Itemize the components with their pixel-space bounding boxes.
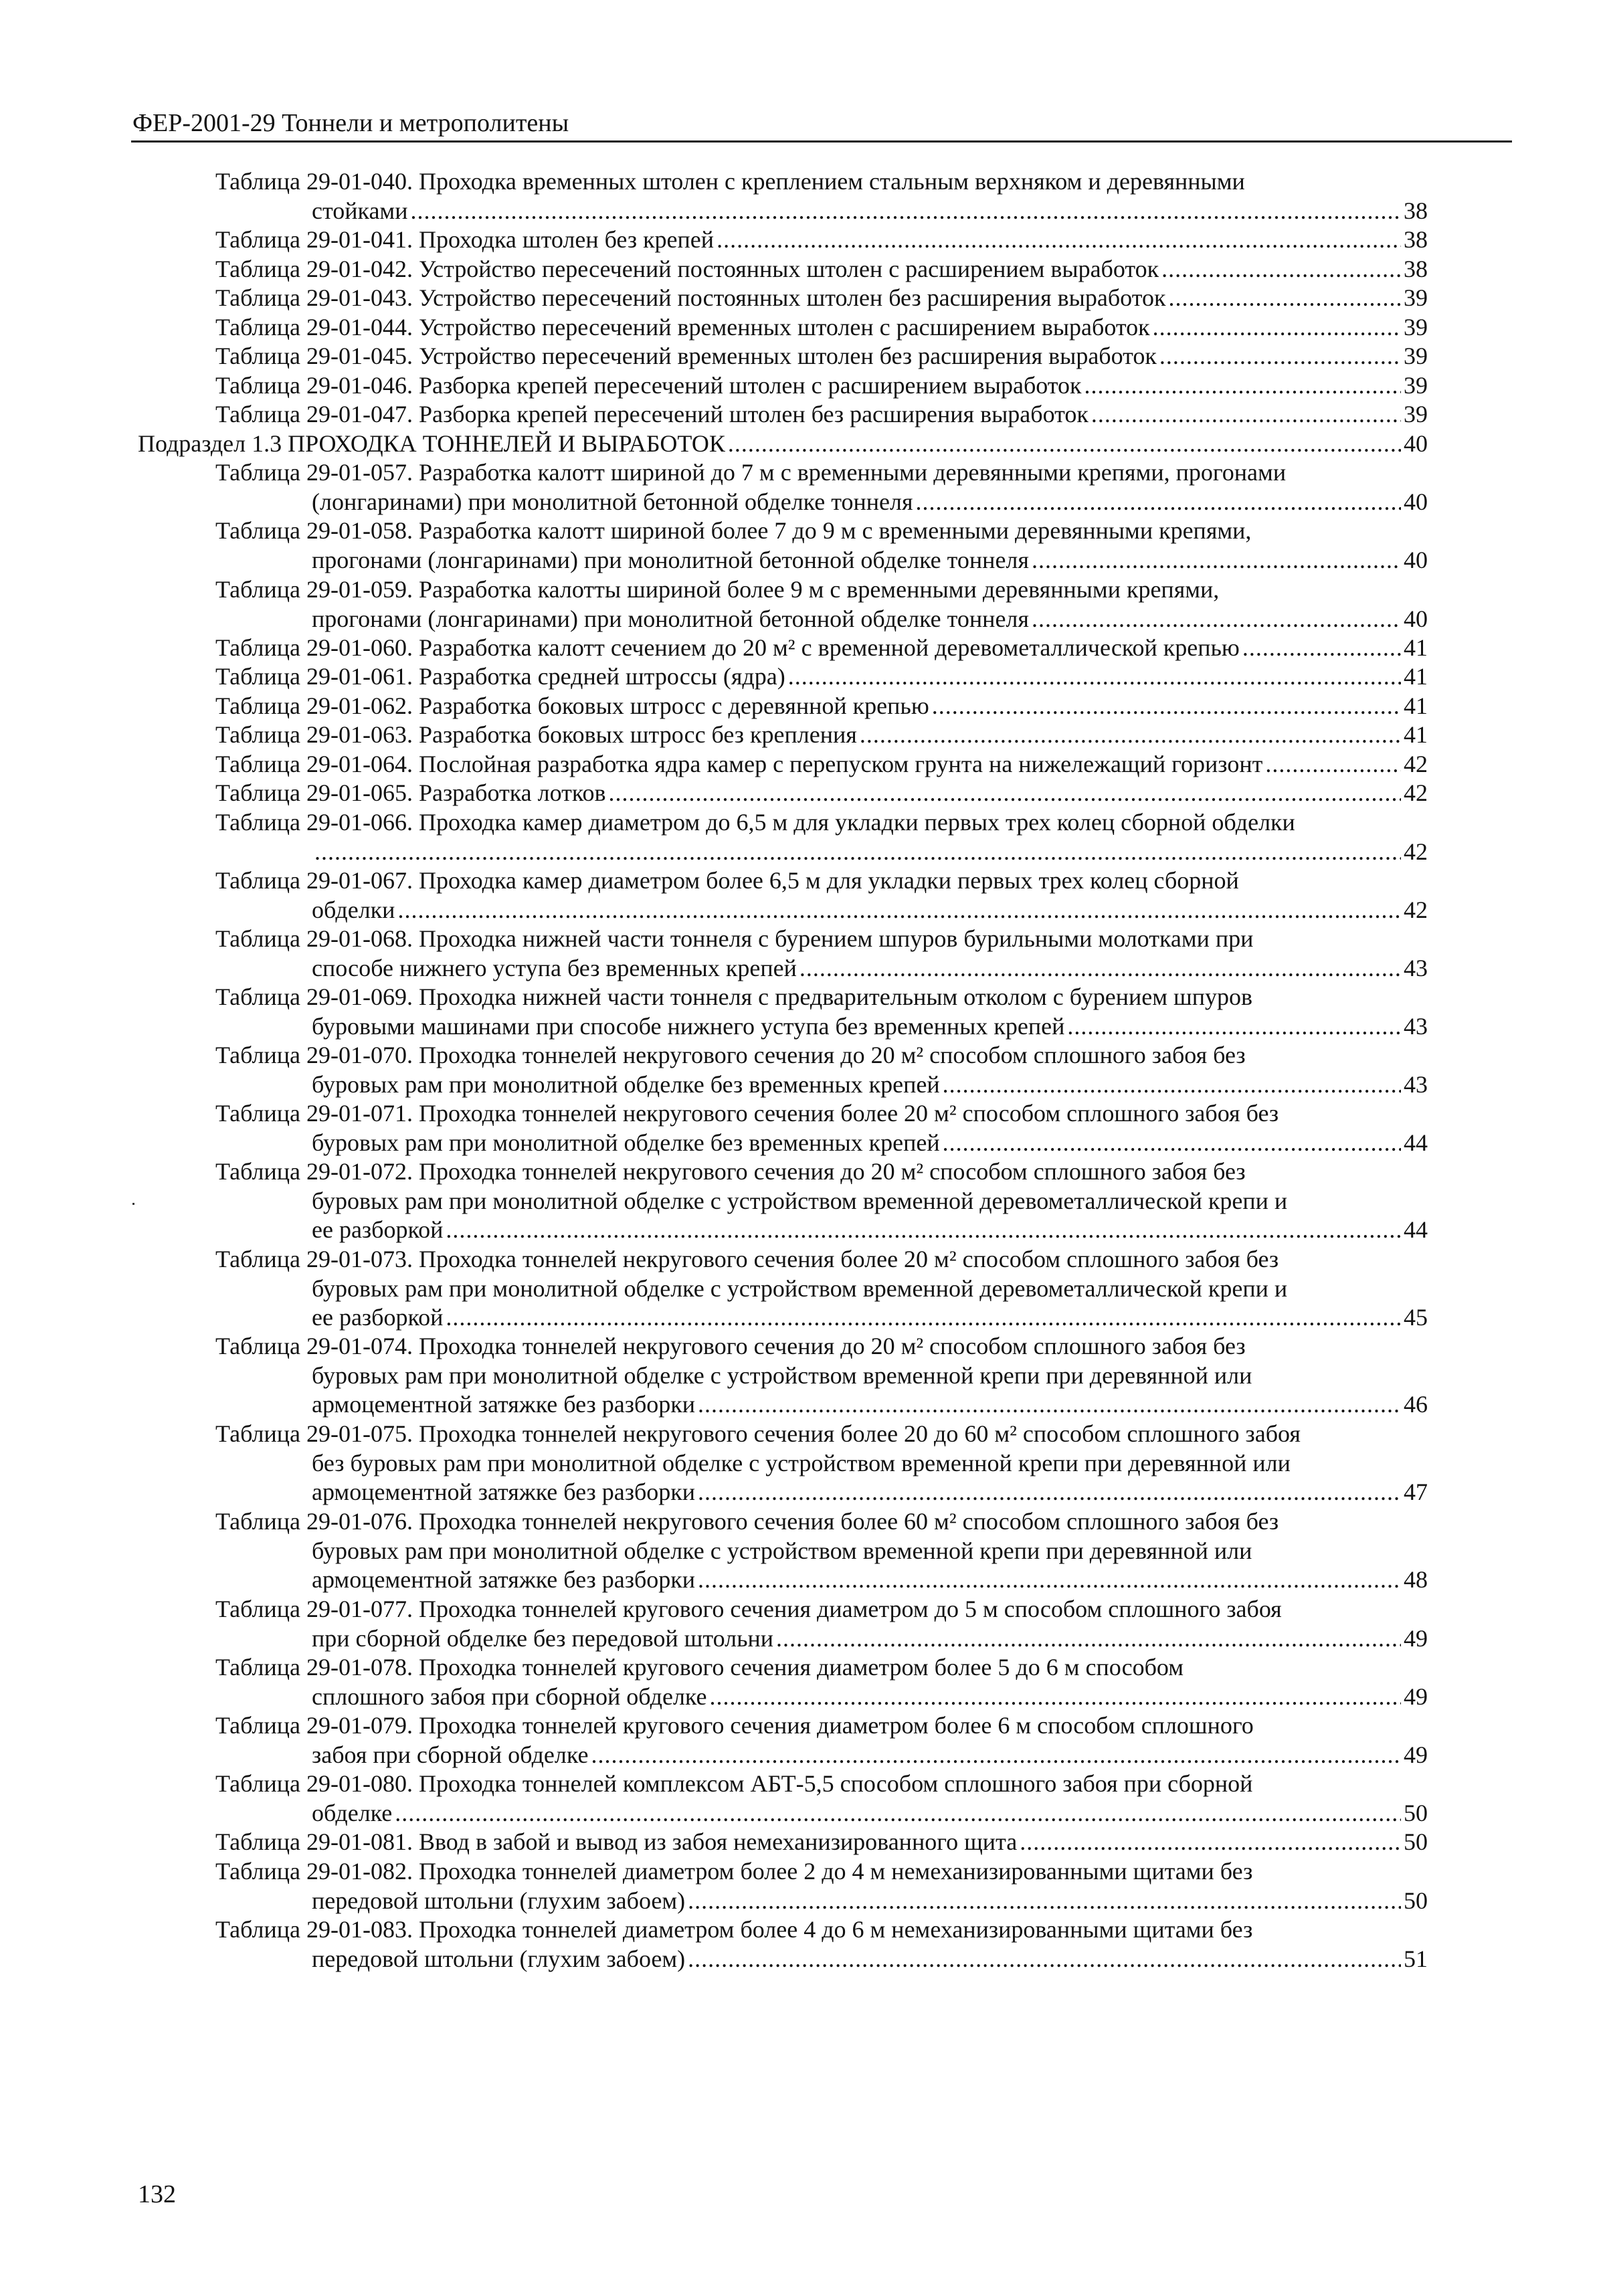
toc-page-ref: 41: [1404, 692, 1428, 719]
toc-entry-text: Таблица 29-01-066. Проходка камер диаметром до 6,5 м для укладки первых трех колец сборной обделки: [215, 809, 1295, 836]
toc-entry-line: [215, 1332, 1428, 1361]
toc-entry-last-line: [215, 1070, 1428, 1100]
header-title: ФЕР-2001-29 Тоннели и метрополитены: [132, 109, 569, 137]
toc-page-ref: 42: [1404, 896, 1428, 923]
toc-entry-line: [215, 983, 1428, 1012]
toc-table-entry[interactable]: [215, 167, 1428, 225]
dot-leader: [1032, 605, 1401, 634]
toc-entry-text: Таблица 29-01-044. Устройство пересечений временных штолен с расширением выработок: [215, 314, 1150, 341]
toc-entry-last-line: [215, 954, 1428, 983]
toc-entry-text: Таблица 29-01-047. Разборка крепей пересечений штолен без расширения выработок: [215, 401, 1089, 427]
toc-page-ref: 38: [1404, 226, 1428, 253]
toc-entry-text: Таблица 29-01-067. Проходка камер диаметром более 6,5 м для укладки первых трех колец сборной: [215, 867, 1239, 894]
toc-entry-text: Подраздел 1.3 ПРОХОДКА ТОННЕЛЕЙ И ВЫРАБОТОК: [138, 430, 725, 457]
dot-leader: [314, 838, 1401, 867]
toc-table-entry[interactable]: [215, 1653, 1428, 1711]
toc-table-entry[interactable]: [215, 225, 1428, 255]
dot-leader: [710, 1683, 1401, 1712]
toc-page-ref: 49: [1404, 1741, 1428, 1768]
toc-table-entry[interactable]: [215, 1245, 1428, 1333]
dot-leader: [860, 721, 1401, 750]
toc-page-ref: 42: [1404, 779, 1428, 806]
toc-entry-last-line: [138, 429, 1428, 459]
toc-entry-text: Таблица 29-01-065. Разработка лотков: [215, 779, 606, 806]
dot-leader: [728, 429, 1401, 459]
toc-entry-text: при сборной обделке без передовой штольни: [312, 1624, 774, 1652]
toc-entry-line: [215, 925, 1428, 954]
toc-entry-text: Таблица 29-01-045. Устройство пересечений временных штолен без расширения выработок: [215, 343, 1157, 369]
toc-entry-text: Таблица 29-01-072. Проходка тоннелей некругового сечения до 20 м² способом сплошного забоя без: [215, 1158, 1246, 1185]
dot-leader: [698, 1478, 1401, 1507]
toc-table-entry[interactable]: [215, 255, 1428, 284]
toc-table-entry[interactable]: [215, 313, 1428, 343]
toc-entry-last-line: [215, 1390, 1428, 1420]
toc-entry-last-line: [215, 779, 1428, 808]
toc-table-entry[interactable]: [215, 662, 1428, 692]
toc-entry-text: Таблица 29-01-074. Проходка тоннелей некругового сечения до 20 м² способом сплошного забоя без: [215, 1333, 1246, 1359]
toc-table-entry[interactable]: [215, 692, 1428, 721]
dot-leader: [1091, 400, 1401, 429]
toc-entry-text: Таблица 29-01-076. Проходка тоннелей некругового сечения более 60 м² способом сплошного забоя без: [215, 1508, 1279, 1535]
toc-table-entry[interactable]: [215, 1099, 1428, 1157]
toc-entry-last-line: [215, 546, 1428, 575]
dot-leader: [1242, 634, 1401, 663]
toc-page-ref: 45: [1404, 1304, 1428, 1331]
toc-table-entry[interactable]: [215, 371, 1428, 401]
toc-table-entry[interactable]: [215, 721, 1428, 750]
dot-leader: [1032, 546, 1401, 575]
toc-entry-text: сплошного забоя при сборной обделке: [312, 1683, 707, 1710]
toc-page-ref: 39: [1404, 314, 1428, 341]
dot-leader: [799, 954, 1401, 983]
toc-page-ref: 46: [1404, 1391, 1428, 1418]
toc-page-ref: 38: [1404, 256, 1428, 282]
dot-leader: [688, 1945, 1401, 1974]
dot-leader: [788, 662, 1401, 692]
toc-page-ref: 50: [1404, 1799, 1428, 1826]
toc-page-ref: 39: [1404, 284, 1428, 311]
toc-entry-line: [215, 1274, 1428, 1304]
toc-page-ref: 51: [1404, 1945, 1428, 1972]
toc-entry-last-line: [215, 1887, 1428, 1916]
toc-page-ref: 40: [1404, 605, 1428, 632]
toc-entry-text: Таблица 29-01-078. Проходка тоннелей кругового сечения диаметром более 5 до 6 м способом: [215, 1654, 1184, 1681]
toc-entry-text: Таблица 29-01-077. Проходка тоннелей кругового сечения диаметром до 5 м способом сплошного забоя: [215, 1596, 1282, 1622]
toc-entry-last-line: [215, 838, 1428, 867]
toc-entry-text: прогонами (лонгаринами) при монолитной бетонной обделке тоннеля: [312, 546, 1029, 573]
toc-entry-line: [215, 1361, 1428, 1391]
toc-entry-text: обделки: [312, 896, 395, 923]
toc-entry-line: [215, 1099, 1428, 1129]
dot-leader: [688, 1887, 1401, 1916]
toc-entry-last-line: [215, 225, 1428, 255]
toc-entry-last-line: [215, 255, 1428, 284]
dot-leader: [1020, 1828, 1401, 1857]
toc-entry-line: [215, 1711, 1428, 1741]
toc-page-ref: 49: [1404, 1624, 1428, 1652]
toc-page-ref: 40: [1404, 488, 1428, 515]
toc-entry-line: [215, 1187, 1428, 1216]
toc-page-ref: 48: [1404, 1566, 1428, 1593]
toc-entry-line: [215, 1653, 1428, 1683]
toc-entry-last-line: [215, 197, 1428, 226]
toc-entry-last-line: [215, 1303, 1428, 1333]
toc-table-entry[interactable]: [215, 342, 1428, 371]
dot-leader: [410, 197, 1401, 226]
toc-entry-text: Таблица 29-01-040. Проходка временных штолен с креплением стальным верхняком и деревянными: [215, 168, 1245, 195]
toc-page-ref: 50: [1404, 1828, 1428, 1855]
toc-entry-line: [215, 575, 1428, 605]
toc-entry-text: армоцементной затяжке без разборки: [312, 1478, 696, 1505]
toc-entry-last-line: [215, 284, 1428, 313]
toc-entry-text: Таблица 29-01-081. Ввод в забой и вывод из забоя немеханизированного щита: [215, 1828, 1018, 1855]
toc-entry-text: Таблица 29-01-058. Разработка калотт шириной более 7 до 9 м с временными деревянными крепями,: [215, 517, 1252, 544]
toc-entry-line: [215, 1857, 1428, 1887]
toc-page-ref: 39: [1404, 401, 1428, 427]
toc-entry-text: Таблица 29-01-079. Проходка тоннелей кругового сечения диаметром более 6 м способом сплошного: [215, 1712, 1254, 1739]
toc-entry-text: ее разборкой: [312, 1216, 444, 1243]
dot-leader: [609, 779, 1401, 808]
dot-leader: [698, 1390, 1401, 1420]
toc-entry-text: буровых рам при монолитной обделке с устройством временной крепи при деревянной или: [312, 1361, 1252, 1389]
toc-table-entry[interactable]: [215, 634, 1428, 663]
toc-page-ref: 38: [1404, 197, 1428, 224]
toc-entry-text: Таблица 29-01-041. Проходка штолен без крепей: [215, 226, 715, 253]
toc-entry-text: ее разборкой: [312, 1304, 444, 1331]
dot-leader: [916, 488, 1401, 517]
toc-table-entry[interactable]: [215, 516, 1428, 575]
toc-entry-text: буровых рам при монолитной обделке без временных крепей: [312, 1129, 940, 1156]
toc-entry-text: буровых рам при монолитной обделке без временных крепей: [312, 1070, 940, 1098]
toc-entry-last-line: [215, 1683, 1428, 1712]
toc-entry-text: передовой штольни (глухим забоем): [312, 1887, 686, 1914]
dot-leader: [717, 225, 1401, 255]
toc-entry-text: буровых рам при монолитной обделке с устройством временной крепи при деревянной или: [312, 1537, 1252, 1564]
toc-page-ref: 43: [1404, 1012, 1428, 1040]
toc-table-entry[interactable]: [215, 284, 1428, 313]
toc-entry-text: Таблица 29-01-069. Проходка нижней части тоннеля с предварительным отколом с бурением шпуров: [215, 983, 1252, 1010]
toc-entry-line: [215, 458, 1428, 488]
dot-leader: [932, 692, 1401, 721]
dot-leader: [1159, 342, 1401, 371]
dot-leader: [1153, 313, 1401, 343]
toc-table-entry[interactable]: [215, 1828, 1428, 1857]
toc-entry-line: [215, 1449, 1428, 1478]
toc-entry-text: буровыми машинами при способе нижнего уступа без временных крепей: [312, 1012, 1065, 1040]
toc-entry-last-line: [215, 1828, 1428, 1857]
toc-page-ref: 50: [1404, 1887, 1428, 1914]
toc-table-entry[interactable]: [215, 575, 1428, 634]
toc-entry-last-line: [215, 1624, 1428, 1654]
toc-page-ref: 39: [1404, 343, 1428, 369]
dot-leader: [943, 1070, 1401, 1100]
toc-table-entry[interactable]: [215, 1041, 1428, 1099]
dot-leader: [1084, 371, 1401, 401]
toc-page-ref: 47: [1404, 1478, 1428, 1505]
dot-leader: [1067, 1012, 1401, 1042]
toc-entry-last-line: [215, 1012, 1428, 1042]
toc-entry-text: передовой штольни (глухим забоем): [312, 1945, 686, 1972]
toc-entry-line: [215, 1041, 1428, 1070]
toc-entry-text: буровых рам при монолитной обделке с устройством временной деревометаллической крепи и: [312, 1187, 1288, 1214]
toc-page-ref: 40: [1404, 430, 1428, 457]
toc-entry-text: Таблица 29-01-064. Послойная разработка ядра камер с перепуском грунта на нижележащий горизонт: [215, 751, 1263, 777]
toc-entry-last-line: [215, 342, 1428, 371]
toc-page-ref: 41: [1404, 721, 1428, 748]
toc-table-entry[interactable]: [215, 458, 1428, 516]
toc-entry-line: [215, 516, 1428, 546]
toc-entry-text: Таблица 29-01-042. Устройство пересечений постоянных штолен с расширением выработок: [215, 256, 1159, 282]
toc-entry-last-line: [215, 662, 1428, 692]
toc-entry-text: Таблица 29-01-062. Разработка боковых штросс с деревянной крепью: [215, 692, 929, 719]
toc-entry-line: [215, 1245, 1428, 1274]
toc-page-ref: 49: [1404, 1683, 1428, 1710]
toc-table-entry[interactable]: [215, 983, 1428, 1041]
toc-entry-last-line: [215, 692, 1428, 721]
toc-entry-line: [215, 1595, 1428, 1624]
toc-page-ref: 41: [1404, 634, 1428, 661]
toc-entry-last-line: [215, 605, 1428, 634]
page-number: 132: [138, 2180, 176, 2208]
toc-table-entry[interactable]: [215, 1915, 1428, 1974]
toc-table-entry[interactable]: [215, 400, 1428, 429]
toc-entry-text: Таблица 29-01-083. Проходка тоннелей диаметром более 4 до 6 м немеханизированными щитами без: [215, 1916, 1253, 1943]
toc-entry-line: [215, 1157, 1428, 1187]
toc-entry-text: стойками: [312, 197, 408, 224]
toc-entry-text: способе нижнего уступа без временных крепей: [312, 954, 797, 981]
toc-entry-text: (лонгаринами) при монолитной бетонной обделке тоннеля: [312, 488, 913, 515]
dot-leader: [446, 1303, 1401, 1333]
toc-entry-last-line: [215, 400, 1428, 429]
toc-entry-last-line: [215, 1565, 1428, 1595]
toc-entry-text: без буровых рам при монолитной обделке с устройством временной крепи при деревянной или: [312, 1449, 1291, 1476]
toc-entry-line: [215, 1507, 1428, 1537]
toc-entry-text: Таблица 29-01-071. Проходка тоннелей некругового сечения более 20 м² способом сплошного забоя без: [215, 1100, 1279, 1127]
toc-entry-line: [215, 167, 1428, 197]
toc-table-entry[interactable]: [215, 1420, 1428, 1507]
toc-entry-line: [215, 808, 1428, 838]
toc-entry-text: Таблица 29-01-080. Проходка тоннелей комплексом АБТ-5,5 способом сплошного забоя при сборной: [215, 1770, 1253, 1797]
toc-entry-text: Таблица 29-01-046. Разборка крепей пересечений штолен с расширением выработок: [215, 372, 1082, 399]
dot-leader: [1168, 284, 1401, 313]
toc-entry-last-line: [215, 1478, 1428, 1507]
dot-leader: [943, 1129, 1401, 1158]
dot-leader: [591, 1741, 1401, 1770]
toc-entry-text: Таблица 29-01-070. Проходка тоннелей некругового сечения до 20 м² способом сплошного забоя без: [215, 1042, 1246, 1068]
toc-table-entry[interactable]: [215, 1157, 1428, 1245]
toc-page-ref: 44: [1404, 1129, 1428, 1156]
toc-entry-last-line: [215, 721, 1428, 750]
toc-entry-last-line: [215, 1799, 1428, 1828]
toc-page-ref: 39: [1404, 372, 1428, 399]
toc-entry-text: Таблица 29-01-059. Разработка калотты шириной более 9 м с временными деревянными крепями,: [215, 576, 1220, 603]
toc-entry-text: Таблица 29-01-060. Разработка калотт сечением до 20 м² с временной деревометаллической крепью: [215, 634, 1240, 661]
toc-entry-text: Таблица 29-01-068. Проходка нижней части тоннеля с бурением шпуров бурильными молотками при: [215, 925, 1254, 952]
toc-table-entry[interactable]: [215, 779, 1428, 808]
toc-entry-last-line: [215, 1945, 1428, 1974]
toc-page-ref: 42: [1404, 838, 1428, 865]
toc-entry-text: забоя при сборной обделке: [312, 1741, 589, 1768]
toc-page-ref: 43: [1404, 1070, 1428, 1098]
toc-table-entry[interactable]: [215, 1769, 1428, 1828]
toc-entry-last-line: [215, 634, 1428, 663]
toc-entry-text: Таблица 29-01-043. Устройство пересечений постоянных штолен без расширения выработок: [215, 284, 1166, 311]
dot-leader: [395, 1799, 1401, 1828]
dot-leader: [1161, 255, 1401, 284]
toc-entry-text: Таблица 29-01-057. Разработка калотт шириной до 7 м с временными деревянными крепями, прогонами: [215, 459, 1287, 486]
dot-leader: [446, 1216, 1401, 1245]
toc-table-entry[interactable]: [215, 866, 1428, 925]
toc-entry-line: [215, 1769, 1428, 1799]
toc-entry-line: [215, 1915, 1428, 1945]
toc-entry-text: Таблица 29-01-075. Проходка тоннелей некругового сечения более 20 до 60 м² способом сплошного забоя: [215, 1420, 1301, 1447]
toc-page-ref: 44: [1404, 1216, 1428, 1243]
toc-entry-last-line: [215, 313, 1428, 343]
toc-entry-last-line: [215, 1741, 1428, 1770]
toc-page-ref: 41: [1404, 663, 1428, 690]
toc-entry-text: Таблица 29-01-073. Проходка тоннелей некругового сечения более 20 м² способом сплошного забоя без: [215, 1246, 1279, 1272]
toc-table-entry[interactable]: [215, 1595, 1428, 1653]
toc-table-entry[interactable]: [215, 808, 1428, 866]
toc-subsection-entry[interactable]: [138, 429, 1428, 459]
toc-entry-text: армоцементной затяжке без разборки: [312, 1566, 696, 1593]
toc-entry-text: Таблица 29-01-063. Разработка боковых штросс без крепления: [215, 721, 857, 748]
dot-leader: [397, 896, 1401, 925]
toc-entry-text: обделке: [312, 1799, 393, 1826]
dot-leader: [1265, 750, 1401, 779]
toc-entry-text: армоцементной затяжке без разборки: [312, 1391, 696, 1418]
toc-page-ref: 40: [1404, 546, 1428, 573]
dot-leader: [698, 1565, 1401, 1595]
toc-page-ref: 43: [1404, 954, 1428, 981]
toc-table-entry[interactable]: [215, 1507, 1428, 1595]
toc-entry-last-line: [215, 750, 1428, 779]
toc-entry-text: прогонами (лонгаринами) при монолитной бетонной обделке тоннеля: [312, 605, 1029, 632]
toc-table-entry[interactable]: [215, 1711, 1428, 1769]
toc-entry-text: Таблица 29-01-082. Проходка тоннелей диаметром более 2 до 4 м немеханизированными щитами без: [215, 1858, 1253, 1885]
toc-table-entry[interactable]: [215, 925, 1428, 983]
toc-entry-line: [215, 1420, 1428, 1449]
toc-table-entry[interactable]: [215, 1857, 1428, 1915]
toc-entry-text: Таблица 29-01-061. Разработка средней штроссы (ядра): [215, 663, 785, 690]
toc-table-entry[interactable]: [215, 750, 1428, 779]
scan-speck: [132, 1203, 134, 1205]
toc-entry-last-line: [215, 1216, 1428, 1245]
dot-leader: [776, 1624, 1401, 1654]
toc-page-ref: 42: [1404, 751, 1428, 777]
toc-entry-line: [215, 1537, 1428, 1566]
toc-entry-last-line: [215, 488, 1428, 517]
toc-entry-text: буровых рам при монолитной обделке с устройством временной деревометаллической крепи и: [312, 1274, 1288, 1302]
toc-entry-last-line: [215, 896, 1428, 925]
toc-entry-last-line: [215, 371, 1428, 401]
toc-table-entry[interactable]: [215, 1332, 1428, 1420]
toc-entry-last-line: [215, 1129, 1428, 1158]
toc-entry-line: [215, 866, 1428, 896]
